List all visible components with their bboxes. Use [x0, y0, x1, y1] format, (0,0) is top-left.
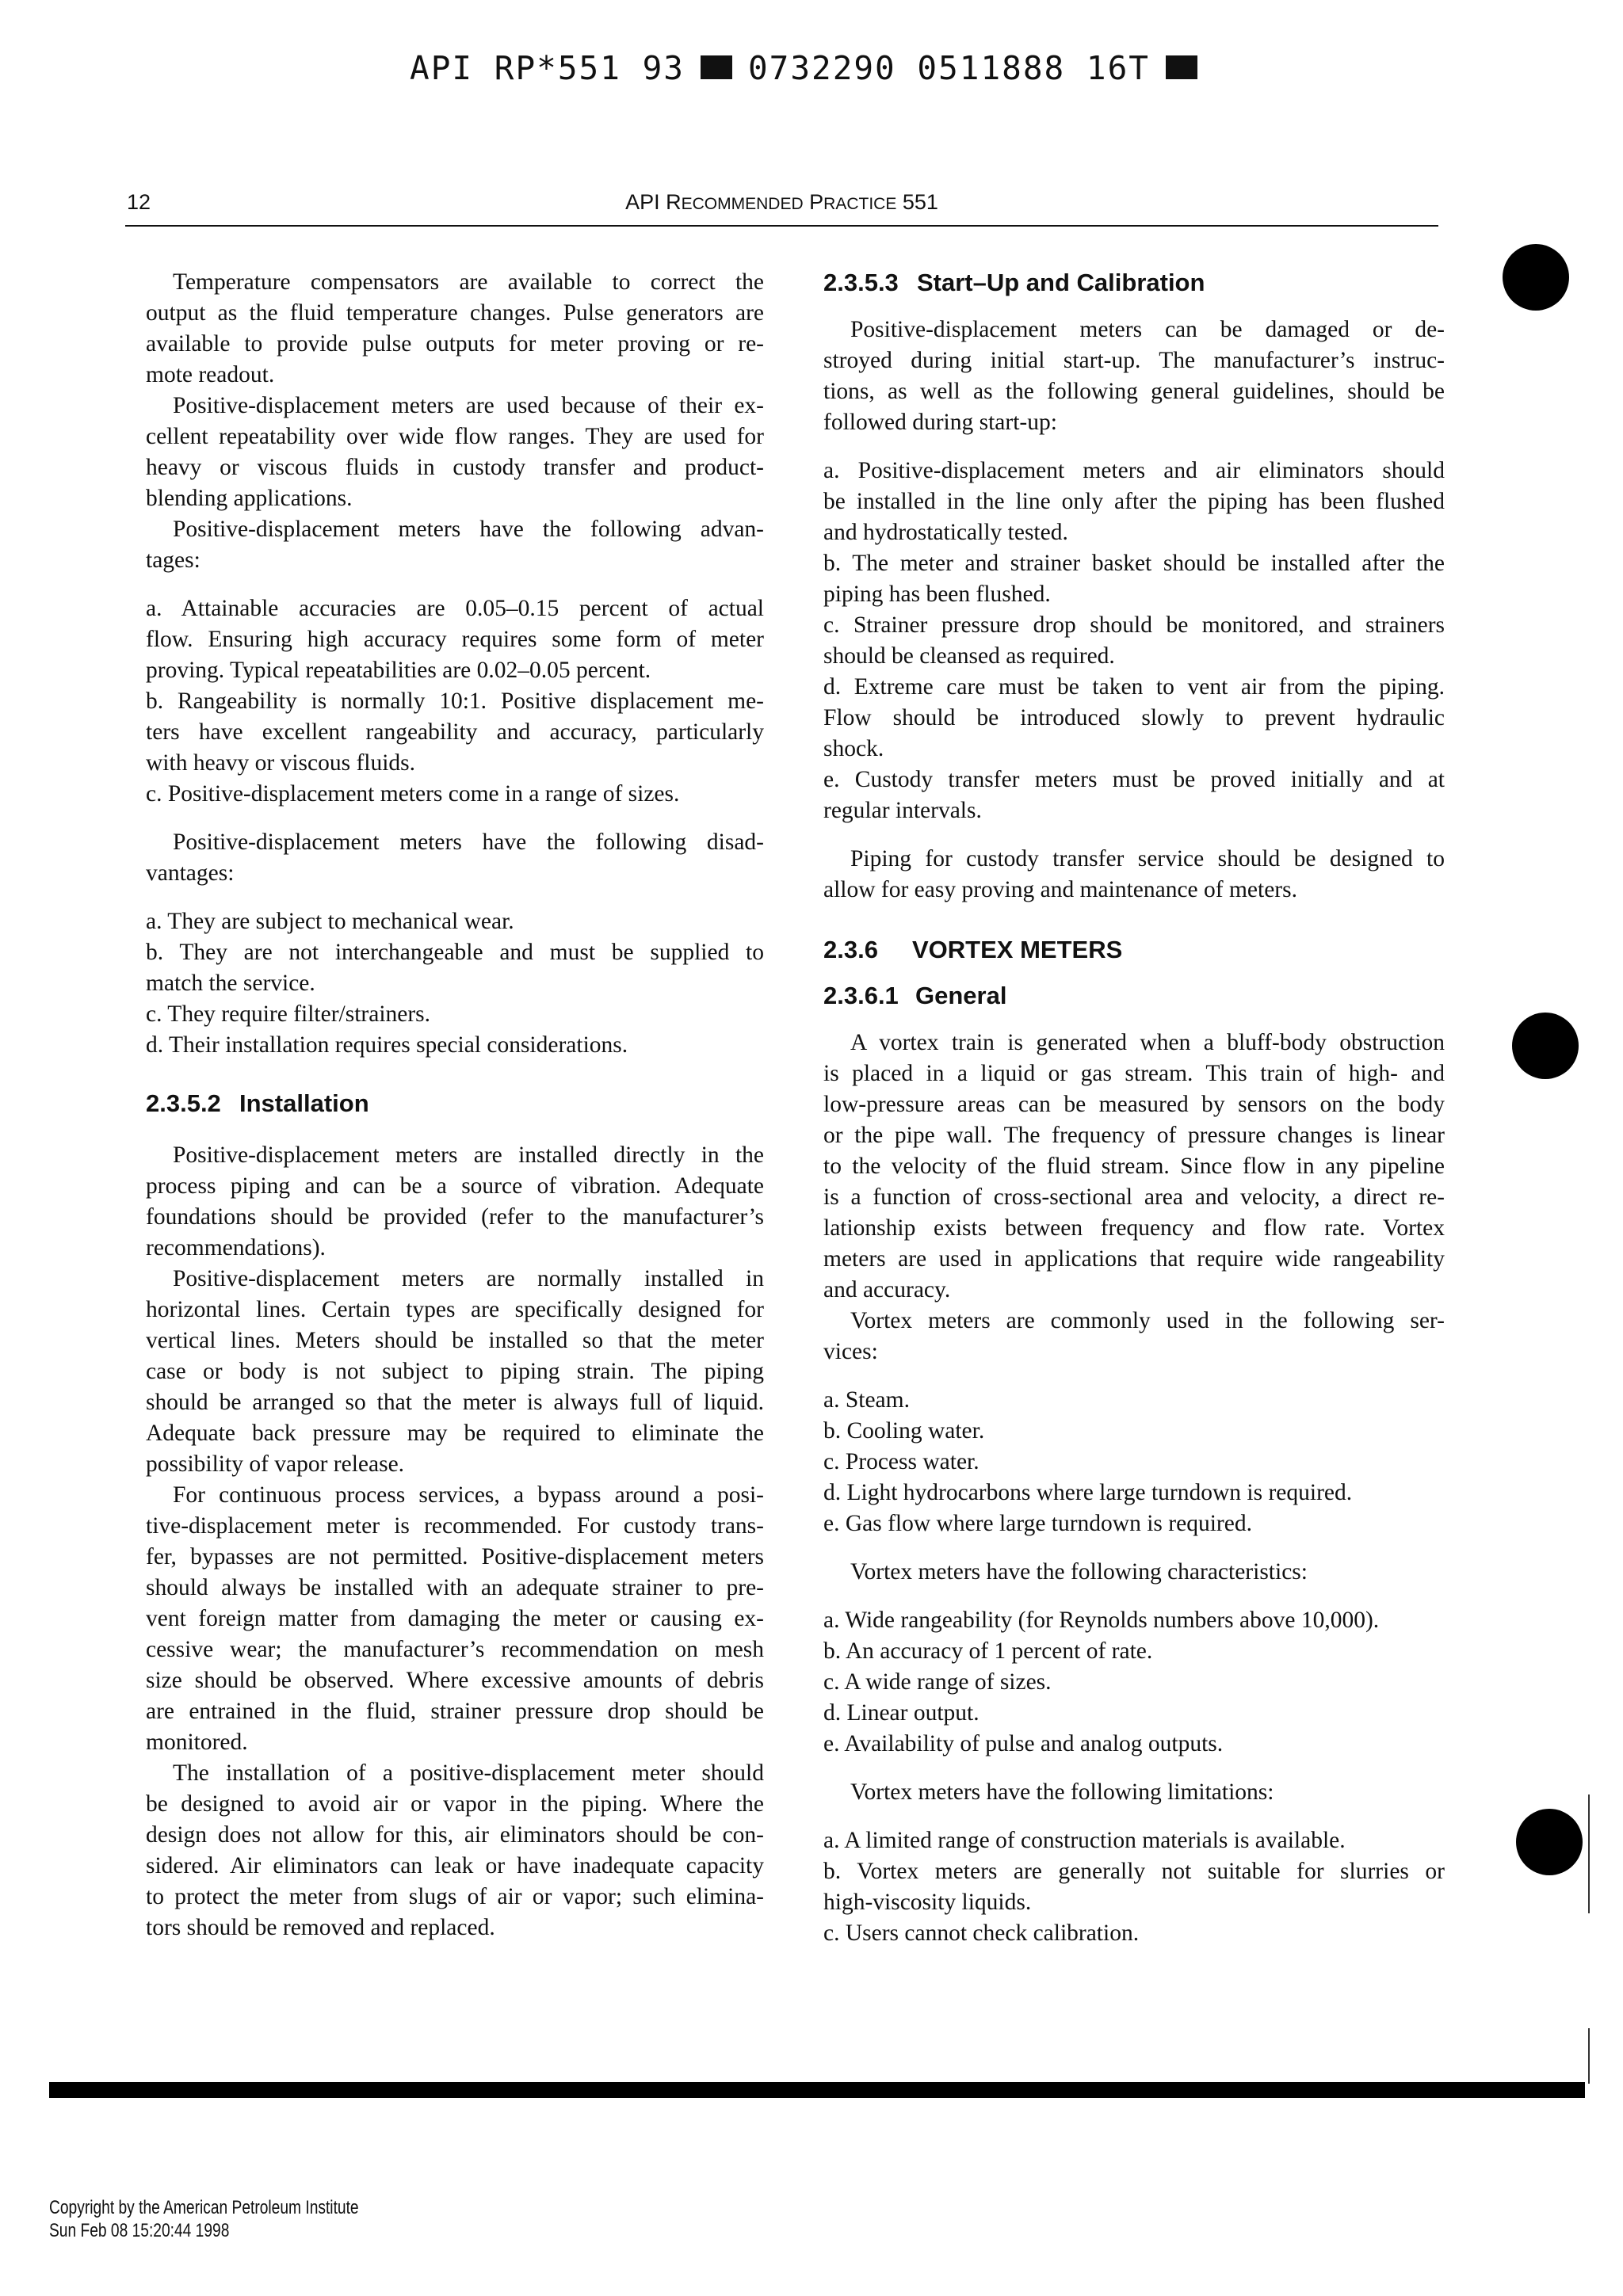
paragraph: Positive-displacement meters have the following disad- vantages: — [146, 830, 764, 886]
list-item: b. They are not interchangeable and must be supplied to match the service. — [146, 940, 764, 996]
list-item: a. A limited range of construction materials is available. — [823, 1828, 1346, 1853]
section-heading: 2.3.5.2 Installation — [146, 1089, 369, 1117]
paragraph: Positive-displacement meters are used because of their ex- cellent repeatability over wide flow ranges. They are used for heavy or viscous fluids in custody transfer and product- blending applications. — [146, 393, 764, 511]
running-title: API RECOMMENDED PRACTICE 551 — [625, 190, 938, 214]
running-head — [125, 190, 1438, 227]
list-item: d. Linear output. — [823, 1700, 980, 1726]
list-item: e. Availability of pulse and analog outputs. — [823, 1731, 1224, 1756]
revision-dot — [1512, 1013, 1579, 1079]
paragraph: A vortex train is generated when a bluff-body obstruction is placed in a liquid or gas stream. This train of high- and low-pressure areas can be measured by sensors on the body or the pipe wall. The frequency of pressure changes is linear to the velocity of the fluid stream. Since flow in any pipeline is a function of cross-sectional area and velocity, a direct re- lationship exists between frequency and flow rate. Vortex meters are used in applications that require wide rangeability and accuracy. — [823, 1030, 1445, 1302]
paragraph: For continuous process services, a bypass around a posi- tive-displacement meter is recommended. For custody trans- fer, bypasses are not permitted. Positive-displacement meters should always be installed with an adequate strainer to pre- vent foreign matter from damaging the meter or causing ex- cessive wear; the manufacturer’s recommendation on mesh size should be observed. Where excessive amounts of debris are entrained in the fluid, strainer pressure drop should be monitored. — [146, 1482, 764, 1755]
paragraph: Vortex meters are commonly used in the following ser- vices: — [823, 1308, 1445, 1364]
list-item: d. Light hydrocarbons where large turndown is required. — [823, 1480, 1353, 1505]
list-item: b. Vortex meters are generally not suitable for slurries or high-viscosity liquids. — [823, 1859, 1445, 1915]
list-item: c. Process water. — [823, 1449, 980, 1474]
list-item: a. Steam. — [823, 1387, 910, 1413]
list-item: b. An accuracy of 1 percent of rate. — [823, 1638, 1153, 1664]
paragraph: Positive-displacement meters are normally installed in horizontal lines. Certain types are specifically designed for vertical lines. Meters should be installed so that the meter case or body is not subject to piping strain. The piping should be arranged so that the meter is always full of liquid. Adequate back pressure may be required to eliminate the possibility of vapor release. — [146, 1266, 764, 1477]
list-item: c. A wide range of sizes. — [823, 1669, 1052, 1695]
stamp-block — [701, 55, 732, 79]
paragraph: Positive-displacement meters can be damaged or de- stroyed during initial start-up. The manufacturer’s instruc- tions, as well as the following general guidelines, should be followed during start-up: — [823, 317, 1445, 435]
left-column — [146, 267, 764, 1943]
list-item: a. Wide rangeability (for Reynolds numbers above 10,000). — [823, 1608, 1380, 1633]
list-item: c. They require filter/strainers. — [146, 1001, 431, 1027]
list-item: d. Extreme care must be taken to vent air from the piping. Flow should be introduced slowly to prevent hydraulic shock. — [823, 674, 1445, 761]
list-item: e. Custody transfer meters must be proved initially and at regular intervals. — [823, 767, 1445, 823]
stamp-block — [1166, 55, 1197, 79]
section-heading: 2.3.5.3 Start–Up and Calibration — [823, 269, 1205, 296]
subsection-heading: 2.3.6.1 General — [823, 982, 1007, 1009]
paragraph: Positive-displacement meters have the following advan- tages: — [146, 517, 764, 573]
list-item: b. The meter and strainer basket should be installed after the piping has been flushed. — [823, 551, 1445, 607]
paragraph: Vortex meters have the following characteristics: — [850, 1559, 1308, 1585]
list-item: d. Their installation requires special considerations. — [146, 1032, 628, 1058]
paragraph: Vortex meters have the following limitations: — [850, 1779, 1274, 1805]
paragraph: Piping for custody transfer service should be designed to allow for easy proving and maintenance of meters. — [823, 846, 1445, 902]
list-item: b. Rangeability is normally 10:1. Positive displacement me- ters have excellent rangeability and accuracy, particularly with heavy or viscous fluids. — [146, 688, 764, 776]
right-column — [823, 267, 1445, 1949]
paragraph: Positive-displacement meters are installed directly in the process piping and can be a source of vibration. Adequate foundations should be provided (refer to the manufacturer’s recommendations). — [146, 1142, 764, 1261]
list-item: e. Gas flow where large turndown is required. — [823, 1511, 1252, 1536]
revision-dot — [1503, 244, 1569, 311]
list-item: c. Strainer pressure drop should be monitored, and strainers should be cleansed as required. — [823, 612, 1445, 669]
list-item: a. They are subject to mechanical wear. — [146, 909, 514, 934]
list-item: a. Attainable accuracies are 0.05–0.15 percent of actual flow. Ensuring high accuracy requires some form of meter proving. Typical repeatabilities are 0.02–0.05 percent. — [146, 596, 764, 683]
document-stamp — [0, 49, 1623, 87]
stamp-text-2: 0732290 0511888 16T — [747, 49, 1150, 87]
list-item: c. Positive-displacement meters come in a range of sizes. — [146, 781, 680, 807]
copyright-footer: Copyright by the American Petroleum Institute Sun Feb 08 15:20:44 1998 — [49, 2197, 359, 2241]
paragraph: Temperature compensators are available to correct the output as the fluid temperature changes. Pulse generators are available to provide pulse outputs for meter proving or re- mote readout. — [146, 269, 764, 387]
revision-dot — [1516, 1809, 1583, 1875]
change-bar — [1588, 2028, 1590, 2084]
list-item: a. Positive-displacement meters and air eliminators should be installed in the line only after the piping has been flushed and hydrostatically tested. — [823, 458, 1445, 545]
bottom-rule — [49, 2082, 1585, 2098]
page-number: 12 — [127, 190, 151, 214]
change-bar — [1588, 1794, 1590, 1913]
section-heading: 2.3.6 VORTEX METERS — [823, 936, 1123, 963]
list-item: b. Cooling water. — [823, 1418, 985, 1444]
paragraph: The installation of a positive-displacement meter should be designed to avoid air or vapor in the piping. Where the design does not allow for this, air eliminators should be con- sidered. Air eliminators can leak or have inadequate capacity to protect the meter from slugs of air or vapor; such elimina- tors should be removed and replaced. — [146, 1760, 764, 1940]
list-item: c. Users cannot check calibration. — [823, 1920, 1140, 1946]
stamp-text-1: API RP*551 93 — [410, 49, 685, 87]
